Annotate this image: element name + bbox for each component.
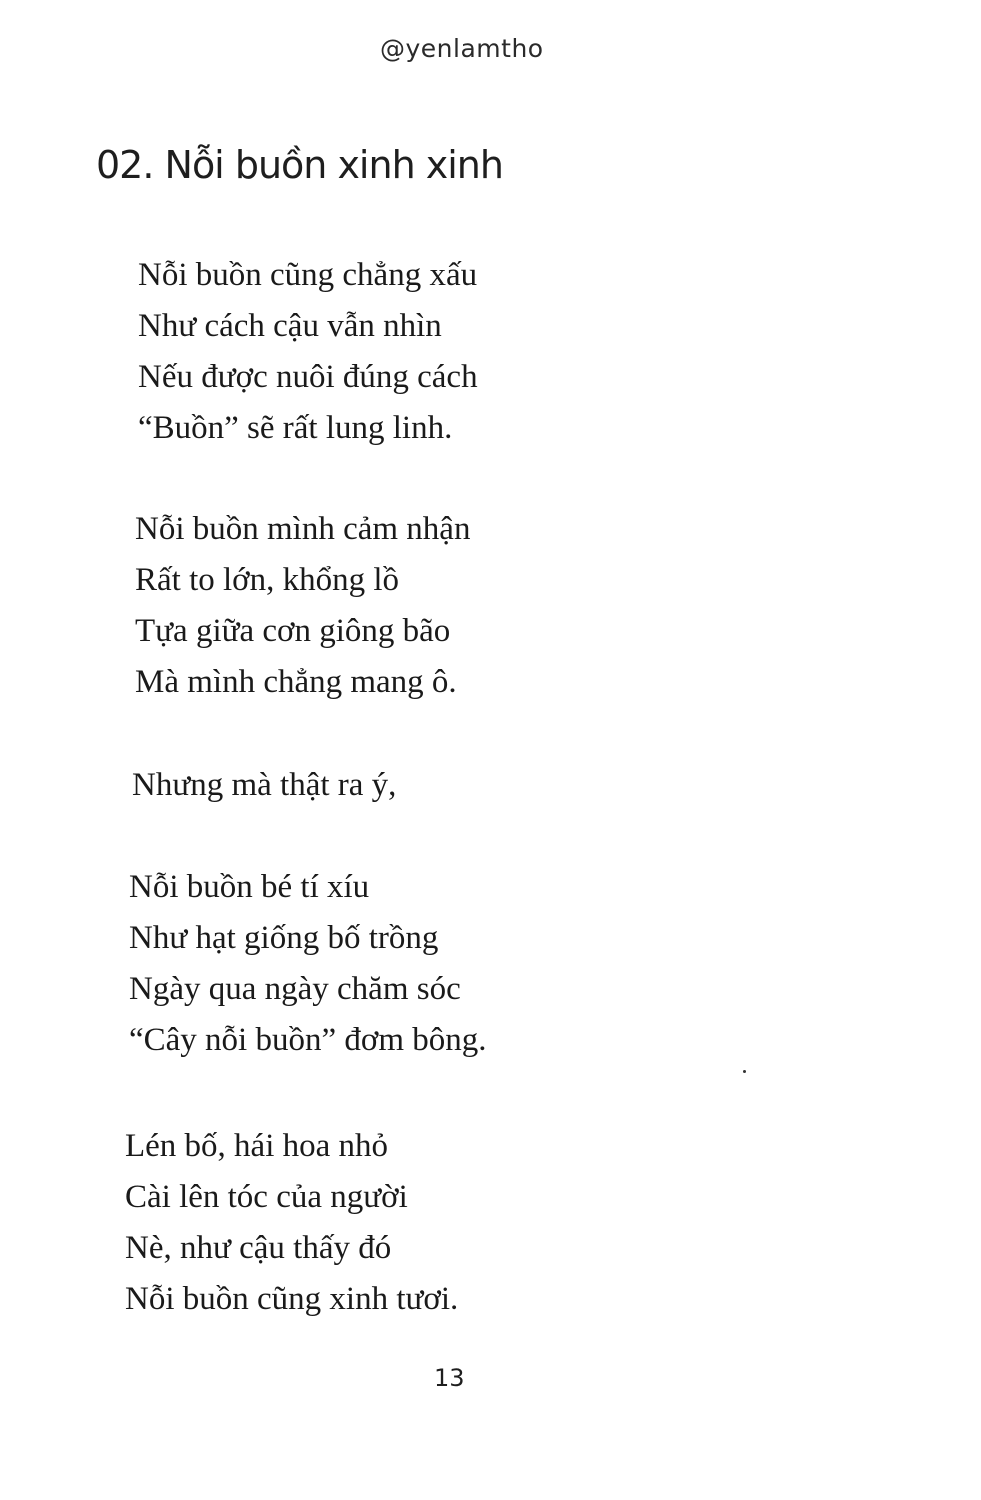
print-speck [743,1070,746,1073]
poem-line: Tựa giữa cơn giông bão [135,613,451,649]
poem-line: Rất to lớn, khổng lồ [135,562,400,598]
poem-line: “Cây nỗi buồn” đơm bông. [129,1022,487,1058]
stanza-5 [125,1121,458,1325]
poem-line: Như hạt giống bố trồng [129,920,439,956]
page-number: 13 [434,1364,465,1392]
poem-line: Như cách cậu vẫn nhìn [138,308,442,344]
poem-line: “Buồn” sẽ rất lung linh. [138,410,453,446]
poem-line: Ngày qua ngày chăm sóc [129,971,461,1007]
poem-line: Nỗi buồn bé tí xíu [129,869,370,905]
poem-line: Nhưng mà thật ra ý, [132,767,397,803]
poem-line: Mà mình chẳng mang ô. [135,664,457,700]
stanza-4 [129,862,487,1066]
stanza-2 [135,504,470,708]
poem-line: Nếu được nuôi đúng cách [138,359,478,395]
poem-line: Nỗi buồn cũng chẳng xấu [138,257,478,293]
stanza-1 [138,250,478,454]
poem-title: 02. Nỗi buồn xinh xinh [96,143,503,187]
poem-line: Lén bố, hái hoa nhỏ [125,1128,389,1164]
poem-line: Nè, như cậu thấy đó [125,1230,392,1266]
poem-line: Cài lên tóc của người [125,1179,408,1215]
stanza-3 [132,760,396,811]
author-handle: @yenlamtho [380,34,544,63]
poem-line: Nỗi buồn cũng xinh tươi. [125,1281,459,1317]
poem-line: Nỗi buồn mình cảm nhận [135,511,471,547]
